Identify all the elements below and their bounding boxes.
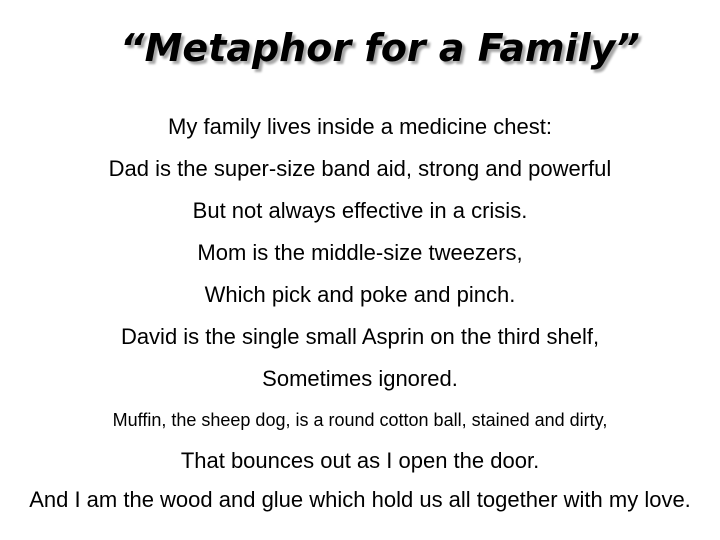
- slide-title: “Metaphor for a Family”: [120, 26, 640, 70]
- poem-line: Dad is the super-size band aid, strong and powerful: [108, 156, 612, 181]
- poem-body: [0, 106, 720, 516]
- poem-line: And I am the wood and glue which hold us all together with my love.: [29, 487, 691, 512]
- poem-line: Muffin, the sheep dog, is a round cotton ball, stained and dirty,: [112, 410, 608, 430]
- poem-line: That bounces out as I open the door.: [180, 448, 540, 473]
- poem-line: David is the single small Asprin on the third shelf,: [120, 324, 600, 349]
- poem-line: Which pick and poke and pinch.: [204, 282, 516, 307]
- poem-line: But not always effective in a crisis.: [192, 198, 528, 223]
- poem-line: My family lives inside a medicine chest:: [168, 114, 552, 139]
- poem-line: Mom is the middle-size tweezers,: [197, 240, 523, 265]
- poem-line: Sometimes ignored.: [262, 366, 458, 391]
